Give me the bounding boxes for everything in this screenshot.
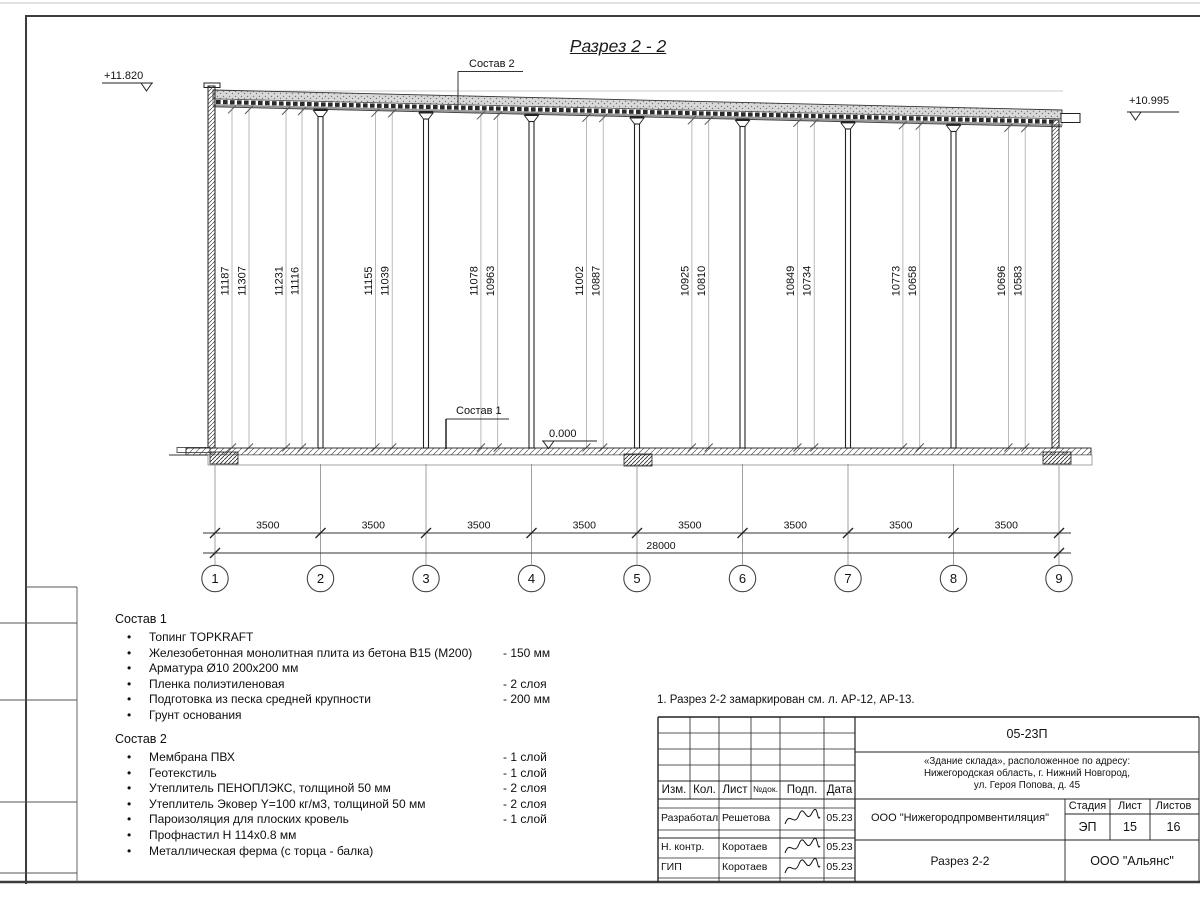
floor-slab	[169, 448, 1092, 467]
span-dim-value: 3500	[889, 519, 913, 532]
signer-date: 05.23	[826, 841, 853, 853]
stage-label: Стадия	[1068, 800, 1107, 812]
titleblock-header-col: Лист	[722, 784, 748, 796]
total-dim-value: 28000	[646, 540, 676, 552]
bullet-icon: •	[127, 661, 132, 676]
column	[424, 119, 429, 448]
bullet-icon: •	[127, 812, 132, 827]
composition-item-value: - 1 слой	[503, 765, 547, 780]
columns	[314, 109, 961, 448]
bullet-icon: •	[127, 843, 132, 858]
elevation-marks	[102, 70, 1179, 449]
callout-floor-label: Состав 1	[456, 405, 502, 417]
callout-roof-label: Состав 2	[469, 58, 515, 70]
bullet-icon: •	[127, 827, 132, 842]
height-dim-value: 11307	[236, 266, 249, 296]
height-dim-value: 10925	[679, 265, 692, 297]
composition-item	[115, 797, 595, 813]
composition-item-value: - 2 слоя	[503, 676, 547, 691]
height-dim-value: 10810	[696, 265, 709, 297]
composition-item-text: Пароизоляция для плоских кровель	[149, 812, 349, 827]
composition-item-text: Арматура Ø10 200x200 мм	[149, 661, 299, 676]
composition-callouts	[446, 58, 523, 449]
composition1-list	[115, 630, 595, 724]
height-dimension-lines	[220, 105, 1030, 451]
column	[318, 117, 323, 448]
height-dim-value: 10849	[784, 265, 797, 297]
height-dim-value: 10734	[801, 265, 814, 297]
column	[740, 126, 745, 448]
bullet-icon: •	[127, 645, 132, 660]
bullet-icon: •	[127, 707, 132, 722]
composition-item-text: Профнастил Н 114x0.8 мм	[149, 827, 297, 842]
axis-number: 4	[527, 571, 536, 586]
drawing-name: Разрез 2-2	[930, 854, 990, 868]
stage-value: ЭП	[1078, 820, 1097, 834]
bullet-icon: •	[127, 765, 132, 780]
composition1-block	[115, 612, 595, 724]
height-dim-value: 10963	[485, 265, 498, 297]
axis-number: 6	[738, 571, 747, 586]
titleblock-header-col: Кол.	[693, 784, 716, 796]
composition-item-text: Грунт основания	[149, 707, 242, 722]
composition-item	[115, 708, 595, 724]
height-dim-value: 10696	[995, 265, 1008, 297]
composition-item	[115, 692, 595, 708]
span-dim-value: 3500	[256, 519, 280, 532]
signer-name: Решетова	[722, 812, 771, 824]
span-dim-value: 3500	[994, 519, 1018, 532]
bullet-icon: •	[127, 692, 132, 707]
bullet-icon: •	[127, 781, 132, 796]
composition-item	[115, 750, 595, 766]
elevation-arrow-icon	[141, 83, 152, 91]
titleblock-header-col: №док.	[753, 784, 778, 794]
composition-item-value: - 2 слоя	[503, 796, 547, 811]
titleblock-header-col: Дата	[826, 784, 853, 796]
walls	[204, 83, 1080, 448]
signer-role: Разработал	[661, 812, 719, 824]
axis-bubbles	[202, 565, 1072, 591]
height-dim-value: 10583	[1012, 265, 1025, 297]
composition2-list	[115, 750, 595, 859]
axis-number: 8	[949, 571, 958, 586]
left-margin-stamp-boxes	[0, 587, 77, 882]
signer-role: Н. контр.	[661, 841, 705, 853]
composition-item	[115, 781, 595, 797]
company-name: ООО "Альянс"	[1090, 854, 1174, 868]
drawing-title: Разрез 2 - 2	[569, 36, 667, 56]
signature	[782, 837, 822, 859]
signature	[782, 857, 822, 879]
project-address-line: ул. Героя Попова, д. 45	[973, 780, 1081, 791]
span-dim-value: 3500	[678, 519, 702, 532]
composition-item-text: Металлическая ферма (с торца - балка)	[149, 843, 374, 858]
signer-name: Коротаев	[722, 861, 768, 873]
drawing-note: 1. Разрез 2-2 замаркирован см. л. АР-12, АР-13.	[657, 694, 915, 706]
org-name: ООО "Нижегородпромвентиляция"	[870, 812, 1050, 824]
signer-role: ГИП	[661, 861, 682, 873]
composition-item	[115, 844, 595, 860]
doc-number: 05-23П	[1006, 727, 1048, 741]
composition-item-value: - 1 слой	[503, 750, 547, 764]
elevation-arrow-icon	[543, 441, 554, 449]
composition-item	[115, 828, 595, 844]
composition-item-text: Топинг TOPKRAFT	[149, 630, 254, 644]
axis-number: 2	[316, 571, 325, 586]
elevation-left-label: +11.820	[104, 70, 144, 82]
elevation-right-label: +10.995	[1129, 95, 1170, 107]
bullet-icon: •	[127, 676, 132, 691]
composition2-block	[115, 732, 595, 859]
composition-item-text: Железобетонная монолитная плита из бетона В15 (М200)	[149, 645, 473, 660]
foundation-block	[1043, 452, 1071, 464]
height-dim-value: 11039	[379, 266, 392, 296]
sheets-label: Листов	[1155, 800, 1192, 812]
project-address-line: «Здание склада», расположенное по адресу:	[923, 756, 1131, 767]
column	[951, 131, 956, 448]
bullet-icon: •	[127, 630, 132, 644]
column	[846, 129, 851, 448]
height-dim-value: 10773	[890, 265, 903, 297]
composition-item	[115, 677, 595, 693]
height-dim-value: 11187	[219, 266, 232, 296]
signature	[782, 808, 822, 830]
composition-item-text: Мембрана ПВХ	[149, 750, 235, 764]
height-dim-value: 11116	[289, 266, 302, 296]
height-dim-value: 11231	[273, 266, 286, 296]
span-dim-value: 3500	[783, 519, 807, 532]
column	[529, 122, 534, 448]
height-dim-value: 11155	[362, 266, 375, 296]
composition-item	[115, 661, 595, 677]
titleblock-header-col: Подп.	[786, 784, 818, 796]
composition-item	[115, 812, 595, 828]
composition2-title: Состав 2	[115, 732, 167, 746]
axis-number: 9	[1055, 571, 1063, 586]
composition-item-value: - 150 мм	[503, 645, 551, 660]
composition-item	[115, 646, 595, 662]
height-dim-value: 10658	[907, 265, 920, 297]
titleblock-header-col: Изм.	[661, 784, 687, 796]
elevation-arrow-icon	[1130, 112, 1141, 120]
sheet-value: 15	[1123, 820, 1137, 834]
composition-item-text: Пленка полиэтиленовая	[149, 676, 285, 691]
axis-number: 7	[844, 571, 852, 586]
span-dim-value: 3500	[467, 519, 491, 532]
composition-item-text: Подготовка из песка средней крупности	[149, 692, 371, 707]
composition-item-value: - 1 слой	[503, 812, 547, 827]
composition-item	[115, 630, 595, 646]
span-dim-value: 3500	[361, 519, 385, 532]
composition-item-text: Утеплитель Эковер Y=100 кг/м3, толщиной 50 мм	[149, 796, 426, 811]
height-dim-value: 11078	[468, 266, 481, 296]
height-dim-value: 10887	[590, 265, 603, 297]
axis-number: 1	[211, 571, 219, 586]
axis-number: 3	[422, 571, 430, 586]
span-dim-value: 3500	[572, 519, 596, 532]
axis-number: 5	[633, 571, 641, 586]
foundation-block	[624, 454, 652, 466]
sheet-label: Лист	[1118, 800, 1142, 812]
signer-date: 05.23	[826, 812, 853, 824]
project-address-line: Нижегородская область, г. Нижний Новгород,	[923, 768, 1130, 779]
composition-item	[115, 766, 595, 782]
composition-item-value: - 200 мм	[503, 692, 551, 707]
level-zero-label: 0.000	[549, 428, 577, 440]
sheets-value: 16	[1166, 820, 1181, 834]
axis-lines	[215, 464, 1059, 565]
signer-name: Коротаев	[722, 841, 768, 853]
composition-item-text: Геотекстиль	[149, 765, 217, 780]
bullet-icon: •	[127, 750, 132, 764]
foundation-block	[210, 452, 238, 464]
composition-item-text: Утеплитель ПЕНОПЛЭКС, толщиной 50 мм	[149, 781, 391, 796]
column	[635, 124, 640, 448]
height-dim-value: 11002	[573, 266, 586, 296]
bullet-icon: •	[127, 796, 132, 811]
signer-date: 05.23	[826, 861, 853, 873]
composition-item-value: - 2 слоя	[503, 781, 547, 796]
composition1-title: Состав 1	[115, 612, 167, 626]
